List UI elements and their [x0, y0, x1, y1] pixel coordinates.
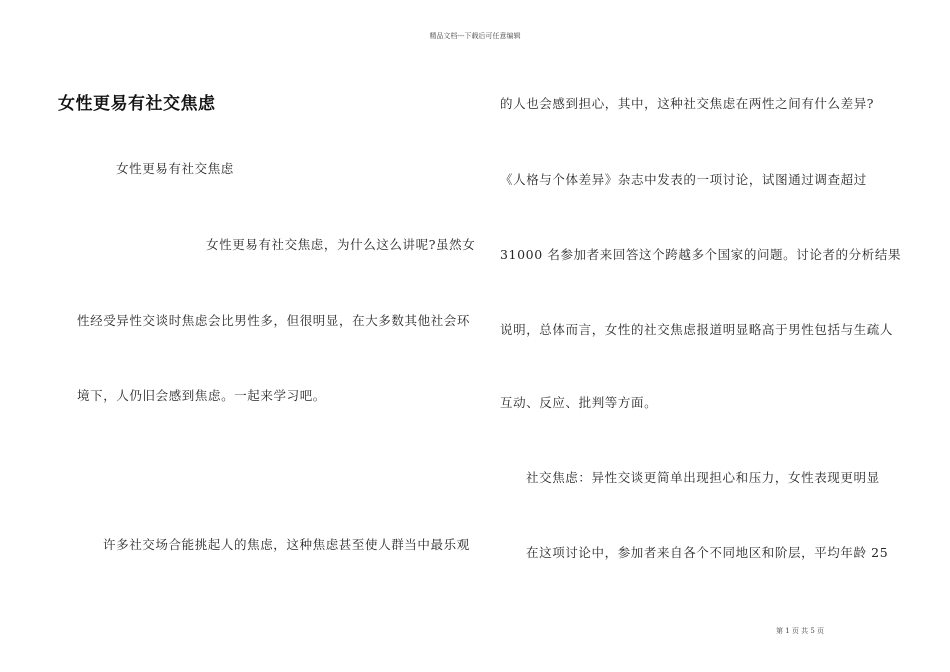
paragraph-line: 在这项讨论中，参加者来自各个不同地区和阶层，平均年龄 25 [526, 545, 889, 560]
paragraph-line: 女性更易有社交焦虑，为什么这么讲呢?虽然女 [206, 237, 476, 252]
paragraph-line: 的人也会感到担心，其中，这种社交焦虑在两性之间有什么差异? [500, 96, 875, 111]
paragraph-line: 性经受异性交谈时焦虑会比男性多，但很明显，在大多数其他社会环 [77, 313, 471, 328]
paragraph-line: 互动、反应、批判等方面。 [500, 395, 658, 410]
paragraph-line: 说明，总体而言，女性的社交焦虑报道明显略高于男性包括与生疏人 [500, 322, 894, 337]
document-title: 女性更易有社交焦虑 [58, 94, 216, 114]
paragraph-line: 31000 名参加者来回答这个跨越多个国家的问题。讨论者的分析结果 [500, 247, 902, 262]
paragraph-line: 许多社交场合能挑起人的焦虑，这种焦虑甚至使人群当中最乐观 [103, 537, 470, 552]
header-note: 精品文档---下载后可任意编辑 [429, 32, 521, 40]
paragraph-line: 《人格与个体差异》杂志中发表的一项讨论，试图通过调查超过 [500, 172, 867, 187]
paragraph-line: 女性更易有社交焦虑 [116, 161, 234, 176]
paragraph-line: 境下，人仍旧会感到焦虑。一起来学习吧。 [77, 388, 326, 403]
paragraph-line: 社交焦虑：异性交谈更简单出现担心和压力，女性表现更明显 [526, 470, 880, 485]
page-number-footer: 第 1 页 共 5 页 [776, 627, 825, 635]
